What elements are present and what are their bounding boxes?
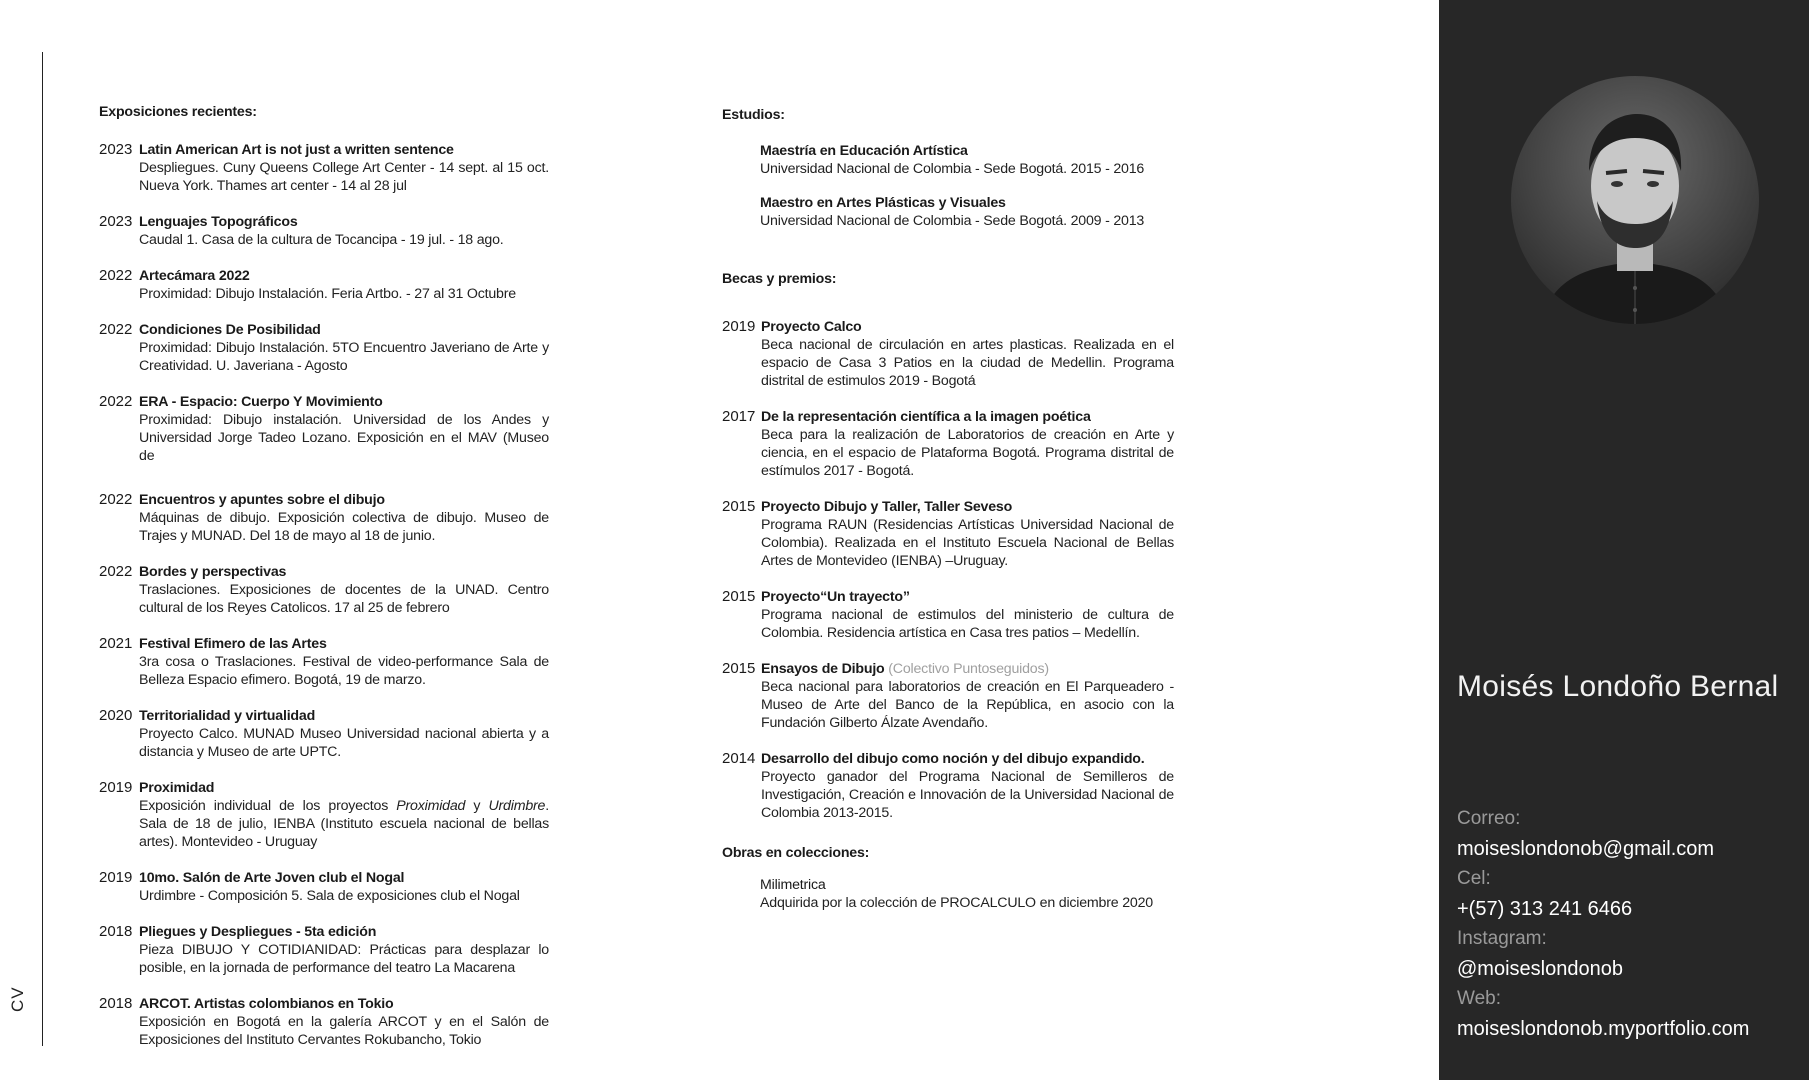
studies-awards-column — [722, 106, 1174, 928]
exhibition-title: ERA - Espacio: Cuerpo Y Movimiento — [139, 394, 383, 410]
profile-sidebar — [1439, 0, 1809, 1080]
collection-title: Milimetrica — [760, 877, 826, 893]
cv-side-label: CV — [8, 986, 27, 1012]
exhibitions-title: Exposiciones recientes: — [99, 104, 257, 120]
award-year: 2015 — [722, 588, 756, 605]
exhibition-year: 2018 — [99, 995, 133, 1012]
exhibition-item — [99, 393, 549, 465]
award-year: 2015 — [722, 660, 756, 677]
award-title: Ensayos de Dibujo (Colectivo Puntoseguidos) — [761, 661, 1049, 677]
exhibition-year: 2022 — [99, 563, 133, 580]
award-year: 2017 — [722, 408, 756, 425]
exhibition-desc: Proximidad: Dibujo instalación. Universidad de los Andes y Universidad Jorge Tadeo Lozano. Exposición en el MAV (Museo de — [139, 412, 549, 464]
award-title: Proyecto Calco — [761, 319, 862, 335]
exhibition-desc: Exposición en Bogotá en la galería ARCOT y en el Salón de Exposiciones del Instituto Cervantes Rokubancho, Tokio — [139, 1014, 549, 1048]
exhibition-desc: Proyecto Calco. MUNAD Museo Universidad nacional abierta y a distancia y Museo de arte UPTC. — [139, 726, 549, 760]
award-desc: Programa nacional de estimulos del ministerio de cultura de Colombia. Residencia artística en Casa tres patios – Medellín. — [761, 607, 1174, 641]
exhibition-year: 2023 — [99, 213, 133, 230]
exhibition-desc: Pieza DIBUJO Y COTIDIANIDAD: Prácticas para desplazar lo posible, en la jornada de performance del teatro La Macarena — [139, 942, 549, 976]
study-item — [722, 142, 1174, 178]
award-desc: Proyecto ganador del Programa Nacional de Semilleros de Investigación, Creación e Innovación de la Universidad Nacional de Colombia 2013-2015. — [761, 769, 1174, 821]
exhibition-title: Pliegues y Despliegues - 5ta edición — [139, 924, 377, 940]
exhibition-desc: Máquinas de dibujo. Exposición colectiva de dibujo. Museo de Trajes y MUNAD. Del 18 de mayo al 18 de junio. — [139, 510, 549, 544]
exhibition-item — [99, 779, 549, 851]
instagram-value[interactable]: @moiseslondonob — [1457, 958, 1623, 980]
exhibition-year: 2022 — [99, 491, 133, 508]
exhibition-year: 2022 — [99, 393, 133, 410]
exhibition-title: 10mo. Salón de Arte Joven club el Nogal — [139, 870, 405, 886]
study-title: Maestría en Educación Artística — [760, 143, 968, 159]
award-year: 2015 — [722, 498, 756, 515]
exhibition-title: Lenguajes Topográficos — [139, 214, 298, 230]
email-value[interactable]: moiseslondonob@gmail.com — [1457, 838, 1715, 860]
email-label: Correo: — [1457, 808, 1521, 829]
exhibition-desc: 3ra cosa o Traslaciones. Festival de video-performance Sala de Belleza Espacio efimero. Bogotá, 19 de marzo. — [139, 654, 549, 688]
award-year: 2014 — [722, 750, 756, 767]
exhibition-year: 2023 — [99, 141, 133, 158]
collection-desc: Adquirida por la colección de PROCALCULO en diciembre 2020 — [760, 895, 1153, 911]
web-label: Web: — [1457, 988, 1502, 1009]
award-title-note: (Colectivo Puntoseguidos) — [888, 661, 1049, 677]
study-item — [722, 194, 1174, 230]
exhibition-year: 2018 — [99, 923, 133, 940]
exhibition-desc: Traslaciones. Exposiciones de docentes de la UNAD. Centro cultural de los Reyes Catolicos. 17 al 25 de febrero — [139, 582, 549, 616]
collections-title: Obras en colecciones: — [722, 845, 870, 861]
collection-item — [722, 876, 1174, 912]
exhibition-item — [99, 563, 549, 617]
exhibition-item — [99, 869, 549, 905]
awards-title: Becas y premios: — [722, 271, 837, 287]
exhibition-desc: Urdimbre - Composición 5. Sala de exposiciones club el Nogal — [139, 888, 520, 904]
exhibition-year: 2022 — [99, 267, 133, 284]
exhibition-title: Festival Efimero de las Artes — [139, 636, 327, 652]
study-title: Maestro en Artes Plásticas y Visuales — [760, 195, 1006, 211]
contact-block — [1457, 804, 1749, 1044]
exhibition-desc: Exposición individual de los proyectos Proximidad y Urdimbre. Sala de 18 de julio, IENBA (Instituto escuela nacional de bellas artes). Montevideo - Uruguay — [139, 798, 549, 850]
exhibition-item — [99, 141, 549, 195]
exhibition-title: Proximidad — [139, 780, 215, 796]
exhibition-year: 2020 — [99, 707, 133, 724]
vertical-divider — [42, 52, 43, 1046]
exhibition-item — [99, 707, 549, 761]
instagram-label: Instagram: — [1457, 928, 1547, 949]
award-title: Proyecto Dibujo y Taller, Taller Seveso — [761, 499, 1013, 515]
exhibition-title: ARCOT. Artistas colombianos en Tokio — [139, 996, 394, 1012]
award-desc: Programa RAUN (Residencias Artísticas Universidad Nacional de Colombia). Realizada en el Instituto Escuela Nacional de Bellas Artes de Montevideo (IENBA) –Uruguay. — [761, 517, 1174, 569]
profile-name: Moisés Londoño Bernal — [1457, 670, 1779, 703]
award-desc: Beca para la realización de Laboratorios de creación en Arte y ciencia, en el espacio de Plataforma Bogotá. Programa distrital de estímulos 2017 - Bogotá. — [761, 427, 1174, 479]
exhibition-title: Encuentros y apuntes sobre el dibujo — [139, 492, 385, 508]
exhibition-title: Latin American Art is not just a written sentence — [139, 142, 454, 158]
exhibition-title: Condiciones De Posibilidad — [139, 322, 321, 338]
exhibition-desc: Despliegues. Cuny Queens College Art Center - 14 sept. al 15 oct. Nueva York. Thames art center - 14 al 28 jul — [139, 160, 549, 194]
exhibition-year: 2022 — [99, 321, 133, 338]
award-item — [722, 498, 1174, 570]
phone-label: Cel: — [1457, 868, 1491, 889]
exhibition-desc: Proximidad: Dibujo Instalación. Feria Artbo. - 27 al 31 Octubre — [139, 286, 516, 302]
study-desc: Universidad Nacional de Colombia - Sede Bogotá. 2015 - 2016 — [760, 161, 1145, 177]
web-value[interactable]: moiseslondonob.myportfolio.com — [1457, 1018, 1750, 1040]
award-title: Proyecto“Un trayecto” — [761, 589, 910, 605]
award-item — [722, 750, 1174, 822]
exhibition-desc: Caudal 1. Casa de la cultura de Tocancipa - 19 jul. - 18 ago. — [139, 232, 504, 248]
exhibition-item — [99, 267, 549, 303]
award-item — [722, 588, 1174, 642]
exhibition-title: Artecámara 2022 — [139, 268, 250, 284]
exhibition-year: 2019 — [99, 869, 133, 886]
exhibition-item — [99, 491, 549, 545]
award-desc: Beca nacional de circulación en artes plasticas. Realizada en el espacio de Casa 3 Patios en la ciudad de Medellin. Programa distrital de estimulos 2019 - Bogotá — [761, 337, 1174, 389]
exhibition-item — [99, 995, 549, 1049]
exhibition-item — [99, 213, 549, 249]
phone-value[interactable]: +(57) 313 241 6466 — [1457, 898, 1633, 920]
award-year: 2019 — [722, 318, 756, 335]
exhibition-item — [99, 321, 549, 375]
award-title: Desarrollo del dibujo como noción y del dibujo expandido. — [761, 751, 1145, 767]
studies-title: Estudios: — [722, 107, 785, 123]
exhibition-desc: Proximidad: Dibujo Instalación. 5TO Encuentro Javeriano de Arte y Creatividad. U. Javeriana - Agosto — [139, 340, 549, 374]
exhibition-title: Territorialidad y virtualidad — [139, 708, 316, 724]
study-desc: Universidad Nacional de Colombia - Sede Bogotá. 2009 - 2013 — [760, 213, 1145, 229]
award-item — [722, 660, 1174, 732]
profile-photo — [1511, 76, 1759, 324]
award-item — [722, 318, 1174, 390]
exhibition-title: Bordes y perspectivas — [139, 564, 287, 580]
exhibition-year: 2021 — [99, 635, 133, 652]
award-item — [722, 408, 1174, 480]
award-title: De la representación científica a la imagen poética — [761, 409, 1091, 425]
award-desc: Beca nacional para laboratorios de creación en El Parqueadero - Museo de Arte del Banco de la República, en asocio con la Fundación Gilberto Álzate Avendaño. — [761, 679, 1174, 731]
exhibitions-section — [99, 103, 549, 1067]
exhibition-year: 2019 — [99, 779, 133, 796]
exhibition-item — [99, 635, 549, 689]
exhibition-item — [99, 923, 549, 977]
